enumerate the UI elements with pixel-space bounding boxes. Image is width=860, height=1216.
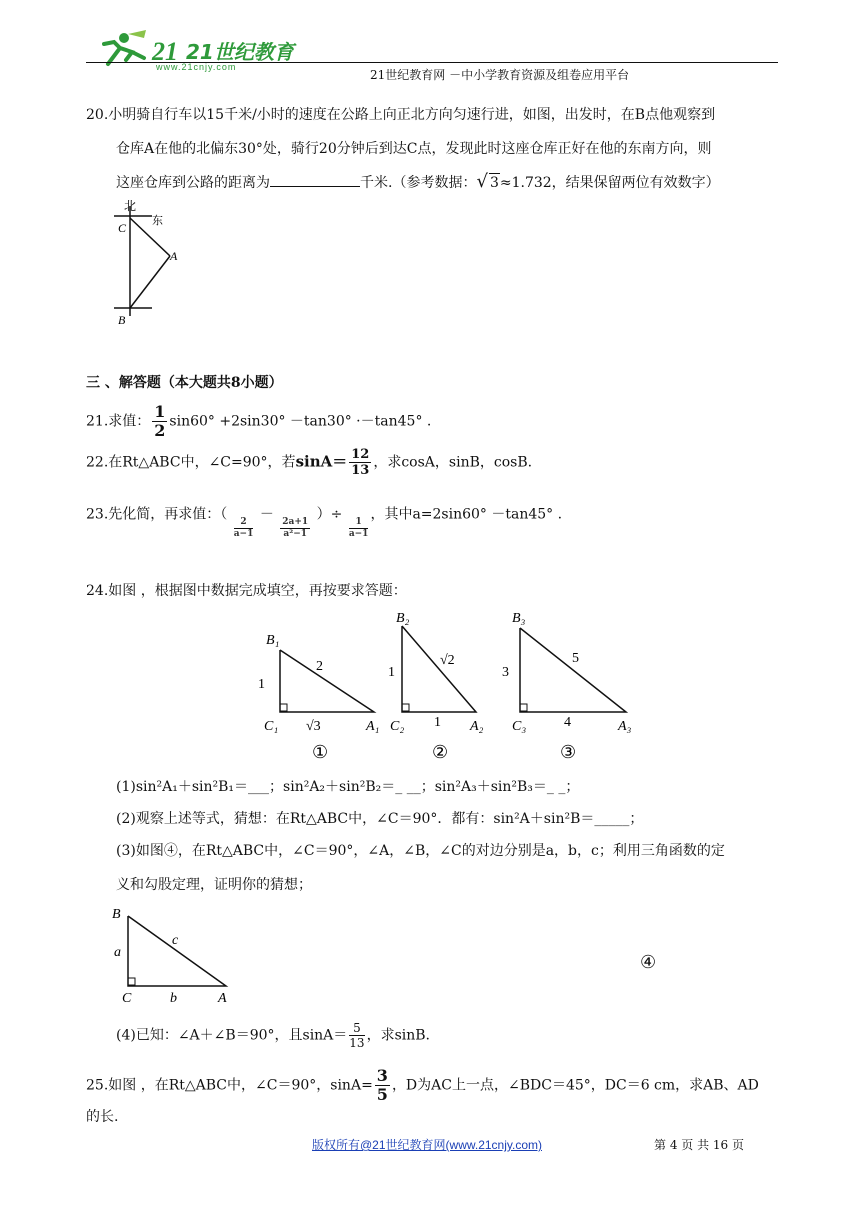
- q23-mid: ）÷: [316, 506, 343, 523]
- q24-part2: (2)观察上述等式，猜想：在Rt△ABC中，∠C＝90°．都有：sin²A＋sin²B＝_____；: [116, 811, 644, 827]
- q23-frac2: $\frac{2a+1}{\text{a²−1}}$: [282, 517, 309, 539]
- t1-b-label: B₁: [266, 633, 280, 648]
- fig-east-label: 东: [152, 215, 163, 227]
- q20-text-a: 这座仓库到公路的距离为: [116, 175, 270, 191]
- q24-p4-fraction: $\frac{5}{13}$: [349, 1021, 365, 1050]
- q23-prefix: 23.先化简，再求值：（: [86, 506, 228, 523]
- fig4-a-side: a: [114, 945, 121, 960]
- fig-a-label: A: [170, 249, 178, 263]
- t2-hyp-label: √2: [440, 653, 455, 668]
- q24-part3b: 义和勾股定理，证明你的猜想；: [116, 877, 312, 893]
- q24-part4: [116, 1022, 430, 1049]
- t1-leg-label: 1: [258, 677, 265, 692]
- logo-text: 21世纪教育: [186, 40, 294, 64]
- q23-rest: ，其中a=2sin60° －tan45° .: [370, 506, 563, 523]
- q23: [86, 504, 563, 539]
- q23-frac3: $\frac{1}{a-1}$: [348, 517, 369, 539]
- q20-sqrt-num: 3: [489, 175, 499, 191]
- q20-line2: 仓库A在他的北偏东30°处，骑行20分钟后到达C点，发现此时这座仓库正好在他的东南方向，则: [116, 141, 712, 157]
- q24-triangles-figure: [250, 606, 650, 766]
- t1-base-label: √3: [306, 719, 321, 734]
- t3-a-label: A₃: [618, 719, 632, 734]
- q25-rest: ，D为AC上一点，∠BDC＝45°，DC＝6 cm，求AB、AD: [391, 1077, 759, 1094]
- t3-base-label: 4: [564, 715, 571, 730]
- q20-line3: [116, 172, 720, 192]
- q22-prefix: 22.在Rt△ABC中，∠C=90°，若: [86, 454, 296, 471]
- q20-line1: 20.小明骑自行车以15千米/小时的速度在公路上向正北方向匀速行进，如图，出发时，在B点他观察到: [86, 107, 716, 123]
- fig4-c-label: C: [122, 991, 132, 1006]
- q25-prefix: 25.如图 ，在Rt△ABC中，∠C＝90°，sinA=: [86, 1077, 373, 1094]
- q21-fraction: $\frac{1}{2}$: [154, 402, 166, 440]
- q24-p4-rest: ，求sinB.: [366, 1027, 430, 1044]
- t3-number: ③: [560, 742, 577, 762]
- t2-leg-label: 1: [388, 665, 395, 680]
- q24-p4-prefix: (4)已知：∠A＋∠B＝90°，且sinA＝: [116, 1027, 348, 1044]
- fig4-c-side: c: [172, 933, 179, 948]
- q23-minus: －: [259, 506, 274, 523]
- q22-rest: ，求cosA，sinB，cosB.: [373, 454, 533, 471]
- fig4-b-side: b: [170, 991, 177, 1006]
- t2-b-label: B₂: [396, 611, 410, 626]
- fig-c-label: C: [118, 221, 127, 235]
- q21-rest: sin60° +2sin30° －tan30° ·－tan45° .: [169, 413, 432, 430]
- q20-figure: [108, 196, 178, 330]
- q24-fig4: [106, 904, 246, 1008]
- section3-title: 三 、解答题（本大题共8小题）: [86, 375, 283, 391]
- t2-number: ②: [432, 742, 449, 762]
- t3-leg-label: 3: [502, 665, 509, 680]
- t1-number: ①: [312, 742, 329, 762]
- q24-part1: (1)sin²A₁＋sin²B₁＝___；sin²A₂＋sin²B₂＝_ __；sin²A₃＋sin²B₃＝_ _；: [116, 779, 580, 795]
- t3-hyp-label: 5: [572, 651, 579, 666]
- q24-part3a: (3)如图④，在Rt△ABC中，∠C＝90°，∠A，∠B，∠C的对边分别是a，b，c；利用三角函数的定: [116, 843, 725, 859]
- t1-hyp-label: 2: [316, 659, 323, 674]
- q24-intro: 24.如图 ，根据图中数据完成填空，再按要求答题：: [86, 583, 407, 599]
- fig4-a-label: A: [218, 991, 227, 1006]
- fig-b-label: B: [118, 313, 126, 327]
- header-site-title: 21世纪教育网 －中小学教育资源及组卷应用平台: [370, 68, 630, 82]
- t3-c-label: C₃: [512, 719, 527, 734]
- q20-text-b: 千米.（参考数据：: [360, 175, 477, 191]
- sqrt-icon: √: [476, 171, 488, 192]
- q25-line2: 的长.: [86, 1109, 119, 1125]
- q22: [86, 448, 532, 477]
- q20-text-c: ≈1.732，结果保留两位有效数字）: [499, 175, 720, 191]
- q20-answer-blank[interactable]: [270, 172, 360, 187]
- q25-line1: [86, 1068, 759, 1103]
- q22-fraction: $\frac{12}{13}$: [351, 447, 370, 478]
- footer-page-number: 第 4 页 共 16 页: [654, 1138, 744, 1152]
- t1-a-label: A₁: [366, 719, 380, 734]
- fig4-number: ④: [640, 952, 657, 973]
- t2-a-label: A₂: [470, 719, 484, 734]
- header-rule: [86, 62, 778, 63]
- q22-sin: sinA＝: [295, 452, 348, 471]
- logo-subtext: www.21cnjy.com: [156, 62, 237, 72]
- q25-fraction: $\frac{3}{5}$: [376, 1066, 388, 1104]
- svg-text:21: 21: [152, 37, 178, 66]
- t2-base-label: 1: [434, 715, 441, 730]
- t1-c-label: C₁: [264, 719, 279, 734]
- q23-frac1: $\frac{2}{a-1}$: [233, 517, 254, 539]
- t2-c-label: C₂: [390, 719, 405, 734]
- footer-copyright-link[interactable]: 版权所有@21世纪教育网(www.21cnjy.com): [312, 1138, 542, 1152]
- t3-b-label: B₃: [512, 611, 526, 626]
- q21-prefix: 21.求值：: [86, 413, 151, 430]
- fig4-b-label: B: [112, 907, 121, 922]
- q21: [86, 404, 431, 439]
- fig-north-label: 北: [124, 199, 137, 213]
